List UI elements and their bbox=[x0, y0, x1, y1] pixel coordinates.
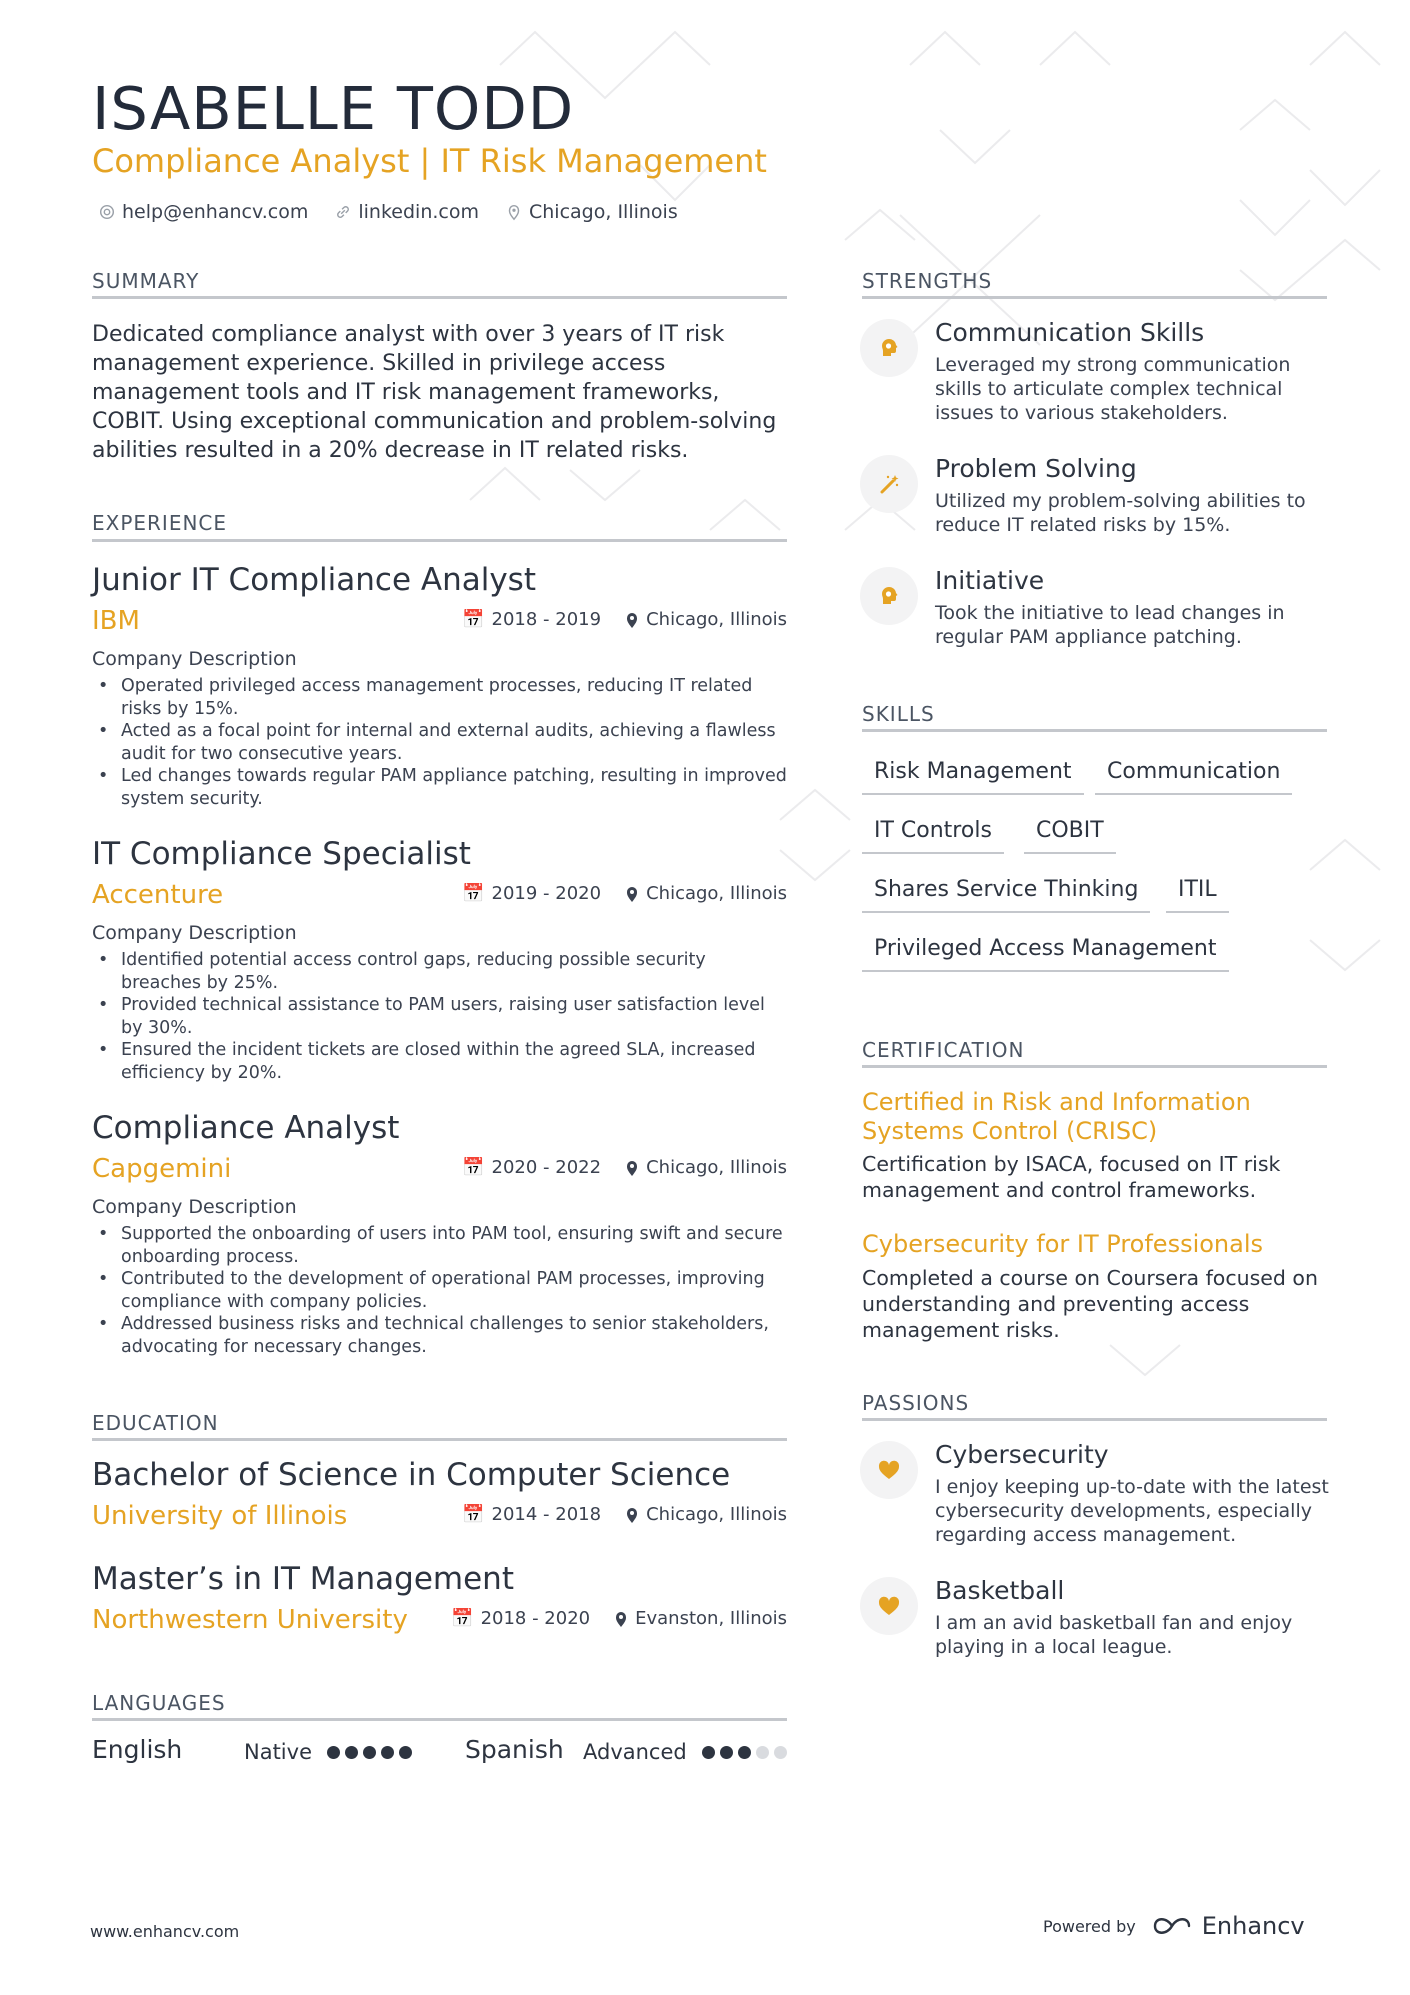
education-item bbox=[92, 1560, 787, 1640]
strength-title: Initiative bbox=[935, 566, 1045, 595]
brain-head-icon bbox=[860, 567, 918, 625]
summary-text: Dedicated compliance analyst with over 3 years of IT risk management experience. Skilled in privilege access management tools and IT risk management frameworks, COBIT. Using exceptional communication and problem-solving abilities resulted in a 20% decrease in IT related risks. bbox=[92, 322, 777, 463]
calendar-icon: 📅 bbox=[462, 1157, 485, 1178]
rating-dot-empty bbox=[774, 1746, 787, 1759]
calendar-icon: 📅 bbox=[462, 883, 485, 904]
experience-item bbox=[92, 561, 787, 810]
location-pin-icon bbox=[625, 1506, 639, 1524]
language-rating bbox=[702, 1746, 787, 1759]
brain-head-icon bbox=[860, 319, 918, 377]
rating-dot-filled bbox=[399, 1746, 412, 1759]
contact-linkedin-text: linkedin.com bbox=[358, 201, 479, 223]
magic-wand-icon bbox=[860, 455, 918, 513]
education-rule bbox=[92, 1438, 787, 1441]
language-name: Spanish bbox=[465, 1735, 564, 1764]
skill-tag: Privileged Access Management bbox=[862, 934, 1229, 972]
education-location: Chicago, Illinois bbox=[646, 1504, 787, 1525]
skills-rule bbox=[862, 729, 1327, 732]
rating-dot-filled bbox=[363, 1746, 376, 1759]
candidate-title: Compliance Analyst | IT Risk Management bbox=[92, 142, 767, 180]
job-bullet: • Supported the onboarding of users into PAM tool, ensuring swift and secure onboarding process. bbox=[92, 1223, 787, 1268]
summary-rule bbox=[92, 296, 787, 299]
experience-heading: EXPERIENCE bbox=[92, 511, 228, 535]
rating-dot-filled bbox=[327, 1746, 340, 1759]
location-pin-icon bbox=[614, 1610, 628, 1628]
passion-title: Basketball bbox=[935, 1576, 1065, 1605]
degree-title: Bachelor of Science in Computer Science bbox=[92, 1457, 731, 1493]
skill-tag: Risk Management bbox=[862, 757, 1084, 795]
education-dates: 2014 - 2018 bbox=[491, 1504, 602, 1525]
language-name: English bbox=[92, 1735, 183, 1764]
job-company: IBM bbox=[92, 606, 140, 636]
contact-location-text: Chicago, Illinois bbox=[529, 201, 678, 223]
job-dates: 2018 - 2019 bbox=[491, 609, 602, 630]
education-dates: 2018 - 2020 bbox=[480, 1608, 591, 1629]
language-level: Native bbox=[244, 1740, 312, 1764]
rating-dot-filled bbox=[381, 1746, 394, 1759]
company-description: Company Description bbox=[92, 1196, 297, 1218]
enhancv-logo[interactable] bbox=[1150, 1912, 1305, 1940]
calendar-icon: 📅 bbox=[462, 609, 485, 630]
location-pin-icon bbox=[625, 885, 639, 903]
certification-rule bbox=[862, 1065, 1327, 1068]
strength-title: Communication Skills bbox=[935, 318, 1205, 347]
job-title: Compliance Analyst bbox=[92, 1110, 400, 1146]
heart-icon bbox=[860, 1441, 918, 1499]
strengths-rule bbox=[862, 296, 1327, 299]
calendar-icon: 📅 bbox=[462, 1504, 485, 1525]
job-company: Capgemini bbox=[92, 1154, 232, 1184]
company-description: Company Description bbox=[92, 648, 297, 670]
school-name: Northwestern University bbox=[92, 1605, 408, 1635]
location-pin-icon bbox=[505, 203, 523, 221]
job-location: Chicago, Illinois bbox=[646, 609, 787, 630]
education-location: Evanston, Illinois bbox=[635, 1608, 787, 1629]
footer-website[interactable]: www.enhancv.com bbox=[90, 1922, 240, 1941]
passions-rule bbox=[862, 1418, 1327, 1421]
contact-location bbox=[505, 201, 678, 223]
link-icon bbox=[334, 203, 352, 221]
heart-icon bbox=[860, 1577, 918, 1635]
powered-by-label: Powered by bbox=[1043, 1916, 1136, 1936]
passion-text: I enjoy keeping up-to-date with the latest cybersecurity developments, especially regarding access management. bbox=[935, 1476, 1329, 1546]
education-item bbox=[92, 1456, 787, 1536]
languages-heading: LANGUAGES bbox=[92, 1691, 226, 1715]
job-location: Chicago, Illinois bbox=[646, 1157, 787, 1178]
footer-branding bbox=[1043, 1912, 1305, 1940]
passions-heading: PASSIONS bbox=[862, 1391, 970, 1415]
certification-text: Certification by ISACA, focused on IT risk management and control frameworks. bbox=[862, 1152, 1281, 1202]
certification-heading: CERTIFICATION bbox=[862, 1038, 1025, 1062]
location-pin-icon bbox=[625, 1159, 639, 1177]
certification-text: Completed a course on Coursera focused on understanding and preventing access management risks. bbox=[862, 1266, 1318, 1342]
job-bullet: • Provided technical assistance to PAM users, raising user satisfaction level by 30%. bbox=[92, 994, 787, 1039]
contact-linkedin[interactable] bbox=[334, 201, 479, 223]
enhancv-brand-text: Enhancv bbox=[1201, 1912, 1305, 1940]
experience-rule bbox=[92, 539, 787, 542]
job-title: Junior IT Compliance Analyst bbox=[92, 562, 536, 598]
experience-item bbox=[92, 1109, 787, 1358]
education-heading: EDUCATION bbox=[92, 1411, 219, 1435]
skill-tag: ITIL bbox=[1166, 875, 1229, 913]
skill-tag: Shares Service Thinking bbox=[862, 875, 1150, 913]
job-bullets bbox=[92, 675, 787, 810]
job-bullet: • Ensured the incident tickets are closed within the agreed SLA, increased efficiency by 20%. bbox=[92, 1039, 787, 1084]
job-bullet: • Acted as a focal point for internal and external audits, achieving a flawless audit for two consecutive years. bbox=[92, 720, 787, 765]
company-description: Company Description bbox=[92, 922, 297, 944]
skill-tag: COBIT bbox=[1024, 816, 1116, 854]
enhancv-logo-icon bbox=[1150, 1913, 1194, 1939]
job-location: Chicago, Illinois bbox=[646, 883, 787, 904]
passion-text: I am an avid basketball fan and enjoy playing in a local league. bbox=[935, 1612, 1293, 1658]
languages-rule bbox=[92, 1718, 787, 1721]
strengths-heading: STRENGTHS bbox=[862, 269, 993, 293]
rating-dot-filled bbox=[720, 1746, 733, 1759]
job-bullets bbox=[92, 1223, 787, 1358]
skill-tag: Communication bbox=[1095, 757, 1292, 795]
passion-title: Cybersecurity bbox=[935, 1440, 1109, 1469]
calendar-icon: 📅 bbox=[451, 1608, 474, 1629]
job-bullets bbox=[92, 949, 787, 1084]
skills-heading: SKILLS bbox=[862, 702, 935, 726]
job-dates: 2019 - 2020 bbox=[491, 883, 602, 904]
experience-item bbox=[92, 835, 787, 1084]
job-bullet: • Identified potential access control gaps, reducing possible security breaches by 25%. bbox=[92, 949, 787, 994]
job-bullet: • Addressed business risks and technical challenges to senior stakeholders, advocating for necessary changes. bbox=[92, 1313, 787, 1358]
skill-tag: IT Controls bbox=[862, 816, 1004, 854]
job-bullet: • Operated privileged access management processes, reducing IT related risks by 15%. bbox=[92, 675, 787, 720]
languages-row bbox=[92, 1735, 787, 1771]
strength-text: Leveraged my strong communication skills to articulate complex technical issues to various stakeholders. bbox=[935, 354, 1291, 424]
job-bullet: • Contributed to the development of operational PAM processes, improving compliance with company policies. bbox=[92, 1268, 787, 1313]
strength-title: Problem Solving bbox=[935, 454, 1137, 483]
rating-dot-empty bbox=[756, 1746, 769, 1759]
rating-dot-filled bbox=[738, 1746, 751, 1759]
strength-text: Took the initiative to lead changes in regular PAM appliance patching. bbox=[935, 602, 1285, 648]
language-rating bbox=[327, 1746, 412, 1759]
summary-heading: SUMMARY bbox=[92, 269, 200, 293]
job-dates: 2020 - 2022 bbox=[491, 1157, 602, 1178]
contact-email-text: help@enhancv.com bbox=[122, 201, 309, 223]
job-company: Accenture bbox=[92, 880, 224, 910]
language-level: Advanced bbox=[583, 1740, 687, 1764]
rating-dot-filled bbox=[702, 1746, 715, 1759]
strength-text: Utilized my problem-solving abilities to reduce IT related risks by 15%. bbox=[935, 490, 1306, 536]
certification-title: Certified in Risk and Information Systems Control (CRISC) bbox=[862, 1088, 1251, 1145]
location-pin-icon bbox=[625, 611, 639, 629]
at-icon bbox=[98, 203, 116, 221]
candidate-name: ISABELLE TODD bbox=[92, 74, 575, 143]
job-bullet: • Led changes towards regular PAM appliance patching, resulting in improved system security. bbox=[92, 765, 787, 810]
school-name: University of Illinois bbox=[92, 1501, 348, 1531]
job-title: IT Compliance Specialist bbox=[92, 836, 471, 872]
rating-dot-filled bbox=[345, 1746, 358, 1759]
contact-email[interactable] bbox=[98, 201, 308, 223]
contact-bar bbox=[98, 201, 678, 223]
certification-title: Cybersecurity for IT Professionals bbox=[862, 1230, 1264, 1258]
degree-title: Master’s in IT Management bbox=[92, 1561, 514, 1597]
